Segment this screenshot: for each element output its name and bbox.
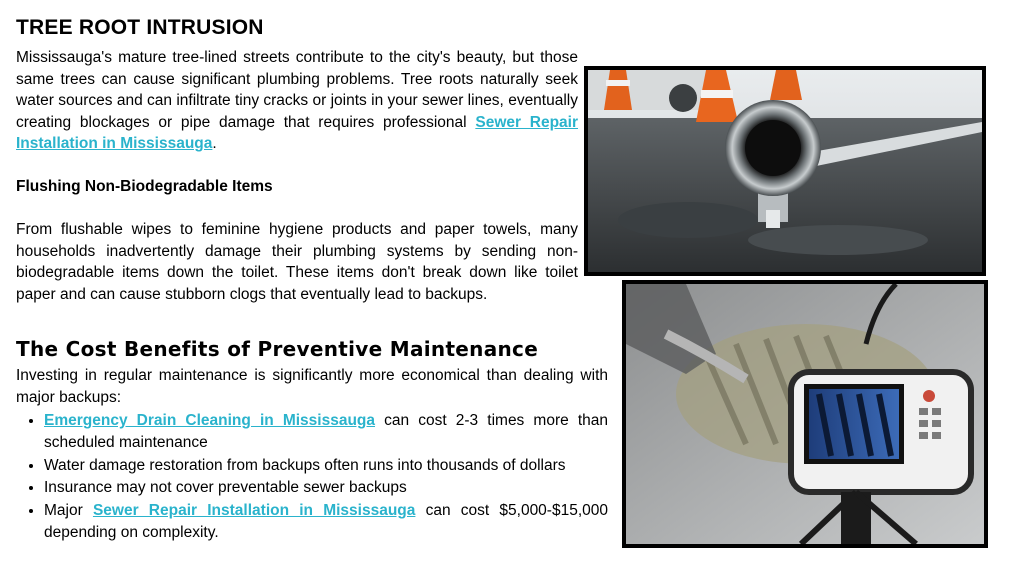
- list-item-text: can cost $5,000-$15,000 depending on complexity.: [44, 501, 608, 542]
- cost-intro-paragraph: Investing in regular maintenance is significantly more economical than dealing with major backups:: [16, 367, 608, 406]
- list-item: [44, 477, 608, 499]
- list-item-text: Insurance may not cover preventable sewer backups: [44, 479, 407, 497]
- list-item-text: can cost 2-3 times more than scheduled maintenance: [44, 412, 609, 452]
- list-item: [44, 455, 608, 477]
- sewer-repair-link-1[interactable]: Sewer Repair Installation in Mississauga: [16, 113, 579, 152]
- cost-bullet-list: [16, 410, 608, 544]
- flushing-paragraph: From flushable wipes to feminine hygiene products and paper towels, many households inadvertently damage their plumbing systems by sending non-biodegradable items down the toilet. These items don't break down like toilet paper and can cause stubborn clogs that eventually lead to backups.: [16, 221, 578, 303]
- emergency-drain-cleaning-link[interactable]: Emergency Drain Cleaning in Mississauga: [44, 412, 376, 429]
- sewer-hose-photo: [584, 66, 986, 276]
- sewer-repair-link-2[interactable]: Sewer Repair Installation in Mississauga: [92, 501, 416, 519]
- list-item-text: Water damage restoration from backups often runs into thousands of dollars: [44, 456, 566, 474]
- section-title-cost-benefits: The Cost Benefits of Preventive Maintenance: [16, 337, 539, 361]
- list-item: [44, 410, 608, 455]
- list-item-prefix: Major: [44, 501, 93, 519]
- drain-camera-photo: [622, 280, 988, 548]
- tree-root-paragraph-text: Mississauga's mature tree-lined streets contribute to the city's beauty, but those same trees can cause significant plumbing problems. Tree roots naturally seek water sources and can infiltrate tiny cracks or joints in your sewer lines, eventually creating blockages or pipe damage that requires professional: [16, 49, 578, 131]
- tree-root-paragraph-end: .: [212, 135, 217, 152]
- tree-root-paragraph: [16, 47, 578, 155]
- list-item: [44, 500, 608, 545]
- section-title-flushing: Flushing Non-Biodegradable Items: [16, 178, 273, 195]
- section-title-tree-root-intrusion: TREE ROOT INTRUSION: [16, 16, 264, 39]
